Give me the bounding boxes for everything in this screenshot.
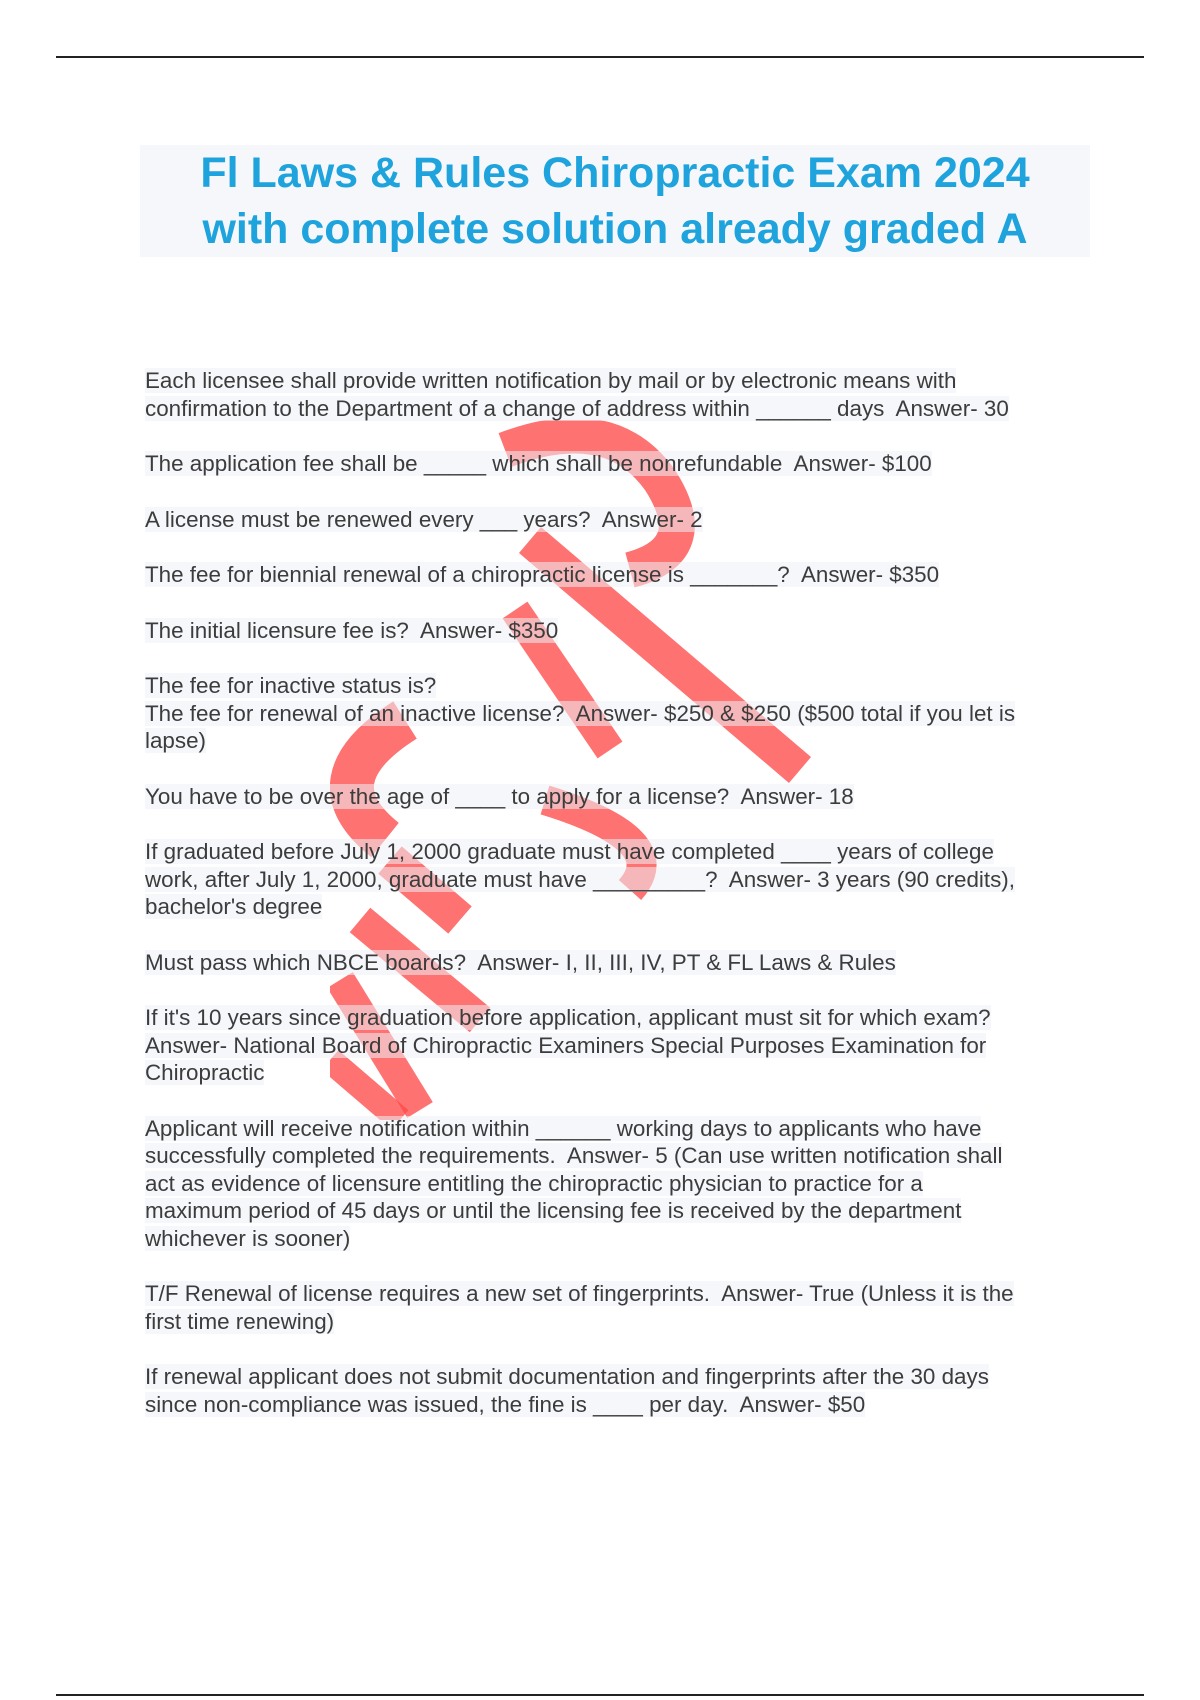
document-title bbox=[200, 145, 1029, 257]
qa-item-9 bbox=[145, 949, 1100, 977]
qa-text: T/F Renewal of license requires a new set of fingerprints. Answer- True (Unless it is the first time renewing) bbox=[145, 1281, 1014, 1334]
qa-text: If graduated before July 1, 2000 graduate must have completed ____ years of college work, after July 1, 2000, graduate must have _________? Answer- 3 years (90 credits), bachelor's degree bbox=[145, 839, 1015, 919]
title-line-2: with complete solution already graded A bbox=[202, 205, 1028, 253]
title-line-1: Fl Laws & Rules Chiropractic Exam 2024 bbox=[200, 149, 1030, 197]
qa-item-2 bbox=[145, 450, 1100, 478]
qa-item-11 bbox=[145, 1115, 1100, 1253]
qa-item-1 bbox=[145, 367, 1100, 422]
qa-item-8 bbox=[145, 838, 1100, 921]
qa-text: The fee for biennial renewal of a chiropractic license is _______? Answer- $350 bbox=[145, 562, 940, 587]
bottom-rule bbox=[56, 1694, 1144, 1696]
question-answer-list bbox=[145, 367, 1100, 1446]
qa-item-10 bbox=[145, 1004, 1100, 1087]
qa-text: The initial licensure fee is? Answer- $350 bbox=[145, 617, 559, 643]
qa-text: Must pass which NBCE boards? Answer- I, II, III, IV, PT & FL Laws & Rules bbox=[145, 949, 896, 975]
qa-item-4 bbox=[145, 561, 1100, 589]
qa-text: The fee for inactive status is? The fee for renewal of an inactive license? Answer- $250 & $250 ($500 total if you let is lapse) bbox=[145, 673, 1016, 753]
qa-item-13 bbox=[145, 1363, 1100, 1418]
qa-text: If it's 10 years since graduation before application, applicant must sit for which exam? Answer- National Board of Chiropractic Examiners Special Purposes Examination for Chiropractic bbox=[145, 1005, 991, 1085]
qa-text: A license must be renewed every ___ years? Answer- 2 bbox=[145, 506, 703, 532]
qa-item-5 bbox=[145, 617, 1100, 645]
qa-text: Applicant will receive notification within ______ working days to applicants who have successfully completed the requirements. Answer- 5 (Can use written notification shall act as evidence of licensure entitling the chiropractic physician to practice for a maximum period of 45 days or until the licensing fee is received by the department whichever is sooner) bbox=[145, 1115, 1003, 1251]
qa-item-7 bbox=[145, 783, 1100, 811]
qa-item-3 bbox=[145, 506, 1100, 534]
qa-item-12 bbox=[145, 1280, 1100, 1335]
qa-text: Each licensee shall provide written notification by mail or by electronic means with confirmation to the Department of a change of address within ______ days Answer- 30 bbox=[145, 368, 1009, 421]
title-banner bbox=[140, 145, 1090, 257]
qa-text: If renewal applicant does not submit documentation and fingerprints after the 30 days since non-compliance was issued, the fine is ____ per day. Answer- $50 bbox=[145, 1364, 989, 1417]
top-rule bbox=[56, 56, 1144, 58]
qa-text: You have to be over the age of ____ to apply for a license? Answer- 18 bbox=[145, 783, 854, 809]
qa-item-6 bbox=[145, 672, 1100, 755]
qa-text: The application fee shall be _____ which shall be nonrefundable Answer- $100 bbox=[145, 451, 932, 476]
